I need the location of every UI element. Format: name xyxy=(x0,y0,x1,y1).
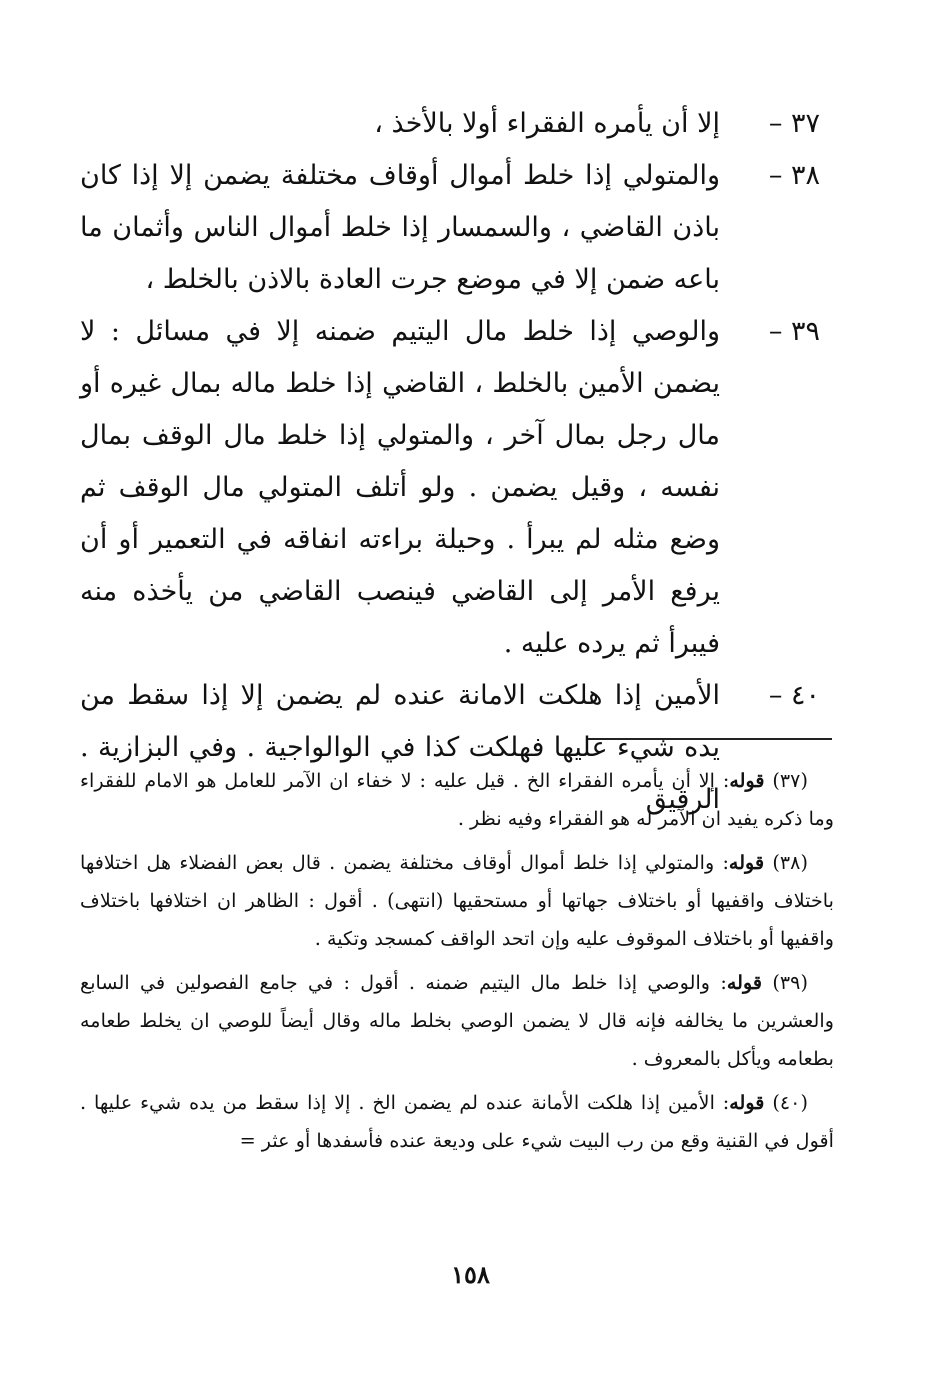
footnote-keyword: قوله xyxy=(726,971,763,994)
footnote xyxy=(80,1084,834,1160)
item-text: الأمين إذا هلكت الامانة عنده لم يضمن إلا إذا سقط من يده شيء عليها فهلكت كذا في الوالواجية . وفي البزازية . الرقيق xyxy=(80,680,720,815)
footnote-ref: (٣٩) xyxy=(772,971,808,994)
item-number: ٣٩ – xyxy=(768,316,820,347)
footnote-ref: (٤٠) xyxy=(772,1091,808,1114)
footnote-text: : والوصي إذا خلط مال اليتيم ضمنه . أقول : في جامع الفصولين في السابع والعشرين ما يخالفه فإنه قال لا يضمن الوصي بخلط ماله وقال أيضاً للوصي ان يخلط طعامه بطعامه ويأكل بالمعروف . xyxy=(80,971,834,1070)
main-text xyxy=(80,98,820,826)
footnote-ref: (٣٨) xyxy=(772,851,808,874)
item-number: ٣٨ – xyxy=(768,160,820,191)
footnote xyxy=(80,762,834,838)
list-item xyxy=(80,98,820,150)
footnote xyxy=(80,964,834,1078)
list-item xyxy=(80,150,820,306)
footnotes xyxy=(80,762,834,1166)
item-text: والوصي إذا خلط مال اليتيم ضمنه إلا في مسائل : لا يضمن الأمين بالخلط ، القاضي إذا خلط ماله بمال غيره أو مال رجل بمال آخر ، والمتولي إذا خلط مال الوقف بمال نفسه ، وقيل يضمن . ولو أتلف المتولي مال الوقف ثم وضع مثله لم يبرأ . وحيلة براءته انفاقه في التعمير أو أن يرفع الأمر إلى القاضي فينصب القاضي من يأخذه منه فيبرأ ثم يرده عليه . xyxy=(80,316,720,659)
footnote-text: : الأمين إذا هلكت الأمانة عنده لم يضمن الخ . إلا إذا سقط من يده شيء عليها . أقول في القنية وقع من رب البيت شيء على وديعة عنده فأسفدها أو عثر = xyxy=(80,1091,834,1152)
footnote-ref: (٣٧) xyxy=(772,769,808,792)
item-text: إلا أن يأمره الفقراء أولا بالأخذ ، xyxy=(374,108,720,139)
list-item xyxy=(80,306,820,670)
footnote-divider xyxy=(588,738,832,740)
footnote-keyword: قوله xyxy=(729,769,765,792)
item-number: ٤٠ – xyxy=(768,680,820,711)
item-text: والمتولي إذا خلط أموال أوقاف مختلفة يضمن إلا إذا كان باذن القاضي ، والسمسار إذا خلط أموال الناس وأثمان ما باعه ضمن إلا في موضع جرت العادة بالاذن بالخلط ، xyxy=(80,160,720,295)
footnote-text: : والمتولي إذا خلط أموال أوقاف مختلفة يضمن . قال بعض الفضلاء هل اختلافها باختلاف واقفيها أو باختلاف جهاتها أو مستحقيها (انتهى) . أقول : الظاهر ان اختلافها باختلاف واقفيها أو باختلاف الموقوف عليه وإن اتحد الواقف كمسجد وتكية . xyxy=(80,851,834,950)
page-number: ١٥٨ xyxy=(451,1260,490,1289)
footnote-keyword: قوله xyxy=(729,1091,765,1114)
item-number: ٣٧ – xyxy=(768,108,820,139)
footnote-text: : إلا أن يأمره الفقراء الخ . قيل عليه : لا خفاء ان الآمر للعامل هو الامام للفقراء وما ذكره يفيد ان الآمر له هو الفقراء وفيه نظر . xyxy=(80,769,834,830)
footnote xyxy=(80,844,834,958)
footnote-keyword: قوله xyxy=(728,851,765,874)
